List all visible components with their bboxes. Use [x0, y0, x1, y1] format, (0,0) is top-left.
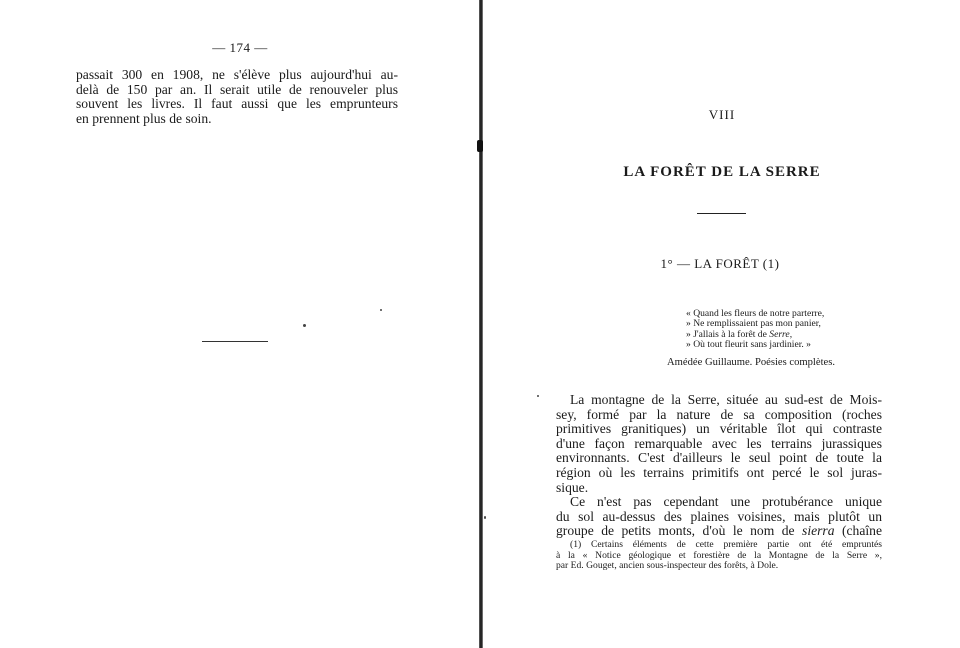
text-line: primitives granitiques) un véritable îlot qui contraste [556, 421, 882, 437]
footnote-line: à la « Notice géologique et forestière de la Montagne de la Serre », [556, 549, 882, 561]
text-line: sey, formé par la nature de sa composition (roches [556, 406, 882, 422]
book-gutter [479, 0, 483, 648]
footnote-line: (1) Certains éléments de cette première partie ont été empruntés [570, 539, 882, 550]
text-line: d'une façon remarquable avec les terrains jurassiques [556, 435, 882, 451]
text-line: région où les terrains primitifs ont percé le sol juras- [556, 464, 882, 480]
scan-speck [303, 324, 306, 327]
epigraph-verse: » Ne remplissaient pas mon panier, [686, 318, 821, 330]
section-heading-text: 1° — LA FORÊT (1) [660, 256, 780, 271]
text-line: en prennent plus de soin. [76, 110, 212, 126]
text-line: Ce n'est pas cependant une protubérance unique [570, 494, 882, 510]
binding-mark [477, 140, 483, 152]
footnote-line: par Ed. Gouget, ancien sous-inspecteur des forêts, à Dole. [556, 560, 779, 572]
text-line-end: (chaîne [841, 523, 882, 539]
text-line: du sol au-dessus des plaines voisines, mais plutôt un [556, 508, 882, 524]
footnote [556, 540, 882, 572]
section-end-rule [202, 341, 268, 342]
chapter-number: VIII [708, 107, 736, 122]
scan-speck [484, 516, 486, 519]
text-line: La montagne de la Serre, située au sud-est de Mois- [570, 392, 882, 407]
text-line-start: groupe de petits monts, d'où le nom de [556, 523, 795, 539]
chapter-title: LA FORÊT DE LA SERRE [623, 164, 821, 180]
title-rule [697, 213, 746, 214]
text-line: delà de 150 par an. Il serait utile de renouveler plus [76, 81, 398, 97]
epigraph [686, 309, 896, 351]
epigraph-verse-text: » J'allais à la forêt de [686, 328, 767, 340]
text-line: passait 300 en 1908, ne s'élève plus aujourd'hui au- [76, 67, 398, 82]
page-number: — 174 — [212, 40, 268, 55]
left-page-paragraph [76, 68, 398, 126]
scan-speck [537, 395, 539, 397]
epigraph-verse: » Où tout fleurit sans jardinier. » [686, 339, 811, 351]
italic-word: sierra [802, 523, 835, 539]
section-heading [484, 256, 960, 272]
epigraph-italic-word: Serre, [769, 328, 793, 340]
epigraph-attribution: Amédée Guillaume. Poésies complètes. [667, 357, 835, 368]
text-line: environnants. C'est d'ailleurs le seul point de toute la [556, 450, 882, 466]
text-line [556, 524, 882, 539]
body-paragraphs [556, 393, 882, 539]
epigraph-verse: « Quand les fleurs de notre parterre, [686, 308, 825, 319]
text-line: souvent les livres. Il faut aussi que les emprunteurs [76, 96, 398, 112]
scan-speck [380, 309, 382, 311]
text-line: sique. [556, 479, 589, 495]
